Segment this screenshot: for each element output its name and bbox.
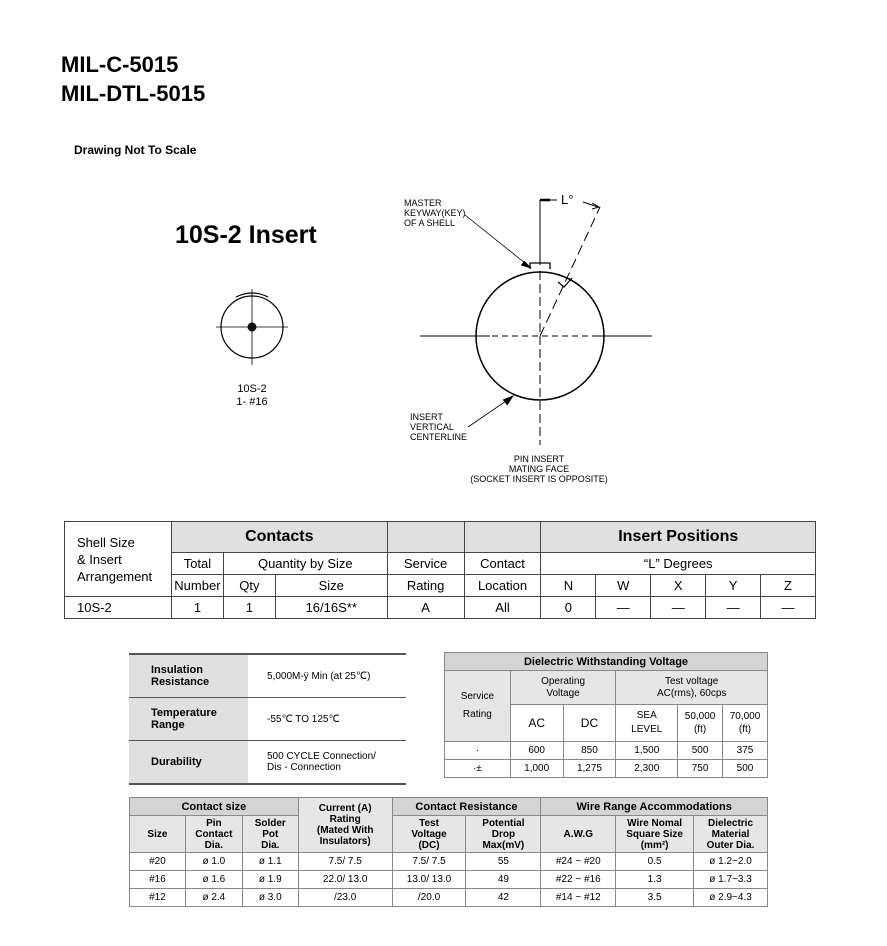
- awg-header: A.W.G: [541, 816, 616, 853]
- drawing-note: Drawing Not To Scale: [74, 143, 197, 157]
- position-y-header: Y: [706, 575, 761, 597]
- temperature-value: -55℃ TO 125℃: [248, 698, 406, 741]
- insulation-value: 5,000M-ÿ Min (at 25℃): [248, 654, 406, 698]
- insulation-key: Insulation Resistance: [129, 654, 248, 698]
- size-header: Size: [130, 816, 186, 853]
- spec-title-1: MIL-C-5015: [61, 52, 179, 77]
- position-x-header: X: [651, 575, 706, 597]
- mating-face-label-3: (SOCKET INSERT IS OPPOSITE): [470, 474, 608, 484]
- specs-table: [129, 653, 406, 785]
- contacts-header: Contacts: [171, 522, 387, 553]
- contact-header: Contact: [464, 553, 541, 575]
- dc-header: DC: [563, 705, 616, 742]
- service-rating-header: Service Rating: [445, 671, 511, 742]
- sea-level-header: SEA LEVEL: [616, 705, 678, 742]
- operating-voltage-header: Operating Voltage: [510, 671, 616, 705]
- table-row: #16 ø 1.6 ø 1.9 22.0/ 13.0 13.0/ 13.0 49 #22 ~ #16 1.3 ø 1.7~3.3: [130, 871, 768, 889]
- total-header: Total: [171, 553, 223, 575]
- dielectric-title: Dielectric Withstanding Voltage: [445, 653, 768, 671]
- test-voltage-header: Test voltage AC(rms), 60cps: [616, 671, 768, 705]
- qty-header: Qty: [223, 575, 275, 597]
- temperature-key: Temperature Range: [129, 698, 248, 741]
- centerline-label-2: VERTICAL: [410, 422, 454, 432]
- angle-label: L°: [561, 192, 574, 207]
- size-header: Size: [275, 575, 387, 597]
- wire-range-header: Wire Range Accommodations: [541, 798, 768, 816]
- alt-50000-header: 50,000 (ft): [678, 705, 723, 742]
- insert-title: 10S-2 Insert: [175, 221, 317, 249]
- table-row: ·± 1,000 1,275 2,300 750 500: [445, 760, 768, 778]
- table-row: #20 ø 1.0 ø 1.1 7.5/ 7.5 7.5/ 7.5 55 #24 ~ #20 0.5 ø 1.2~2.0: [130, 853, 768, 871]
- service-header: Service: [387, 553, 464, 575]
- l-degrees-header: “L” Degrees: [541, 553, 816, 575]
- position-z-header: Z: [761, 575, 816, 597]
- durability-key: Durability: [129, 741, 248, 785]
- table-row: #12 ø 2.4 ø 3.0 /23.0 /20.0 42 #14 ~ #12 3.5 ø 2.9~4.3: [130, 889, 768, 907]
- keyway-label-3: OF A SHELL: [404, 218, 456, 228]
- keyway-label-1: MASTER: [404, 198, 442, 208]
- table-row: 10S-2 1 1 16/16S** A All 0 — — — —: [65, 597, 816, 619]
- insert-face-figure: [210, 285, 295, 370]
- wire-square-header: Wire Nomal Square Size (mm²): [616, 816, 694, 853]
- mating-face-label-1: PIN INSERT: [513, 454, 565, 464]
- number-header: Number: [171, 575, 223, 597]
- ac-header: AC: [510, 705, 563, 742]
- contact-resistance-header: Contact Resistance: [392, 798, 541, 816]
- contact-dot: [248, 323, 257, 332]
- contact-size-table: [129, 797, 768, 907]
- dielectric-table: [444, 652, 768, 778]
- quantity-by-size-header: Quantity by Size: [223, 553, 387, 575]
- pin-dia-header: Pin Contact Dia.: [185, 816, 242, 853]
- rating-header: Rating: [387, 575, 464, 597]
- centerline-label-1: INSERT: [410, 412, 443, 422]
- location-header: Location: [464, 575, 541, 597]
- spec-title-2: MIL-DTL-5015: [61, 81, 206, 106]
- insert-contacts-label: 1- #16: [236, 396, 268, 408]
- current-rating-header: Current (A) Rating (Mated With Insulators): [298, 798, 392, 853]
- solder-dia-header: Solder Pot Dia.: [242, 816, 298, 853]
- position-n-header: N: [541, 575, 596, 597]
- insert-positions-header: Insert Positions: [541, 522, 816, 553]
- dielectric-dia-header: Dielectric Material Outer Dia.: [694, 816, 768, 853]
- contacts-table: [64, 521, 816, 619]
- mating-face-label-2: MATING FACE: [508, 464, 570, 474]
- durability-value: 500 CYCLE Connection/ Dis - Connection: [248, 741, 406, 785]
- table-row: · 600 850 1,500 500 375: [445, 742, 768, 760]
- test-voltage-header: Test Voltage (DC): [392, 816, 466, 853]
- shell-size-header: Shell Size & Insert Arrangement: [65, 522, 172, 597]
- insert-arrangement-label: 10S-2: [237, 383, 267, 395]
- centerline-label-3: CENTERLINE: [410, 432, 468, 442]
- position-w-header: W: [596, 575, 651, 597]
- alt-70000-header: 70,000 (ft): [723, 705, 768, 742]
- contact-size-header: Contact size: [130, 798, 299, 816]
- potential-drop-header: Potential Drop Max(mV): [466, 816, 541, 853]
- keyway-label-2: KEYWAY(KEY): [404, 208, 466, 218]
